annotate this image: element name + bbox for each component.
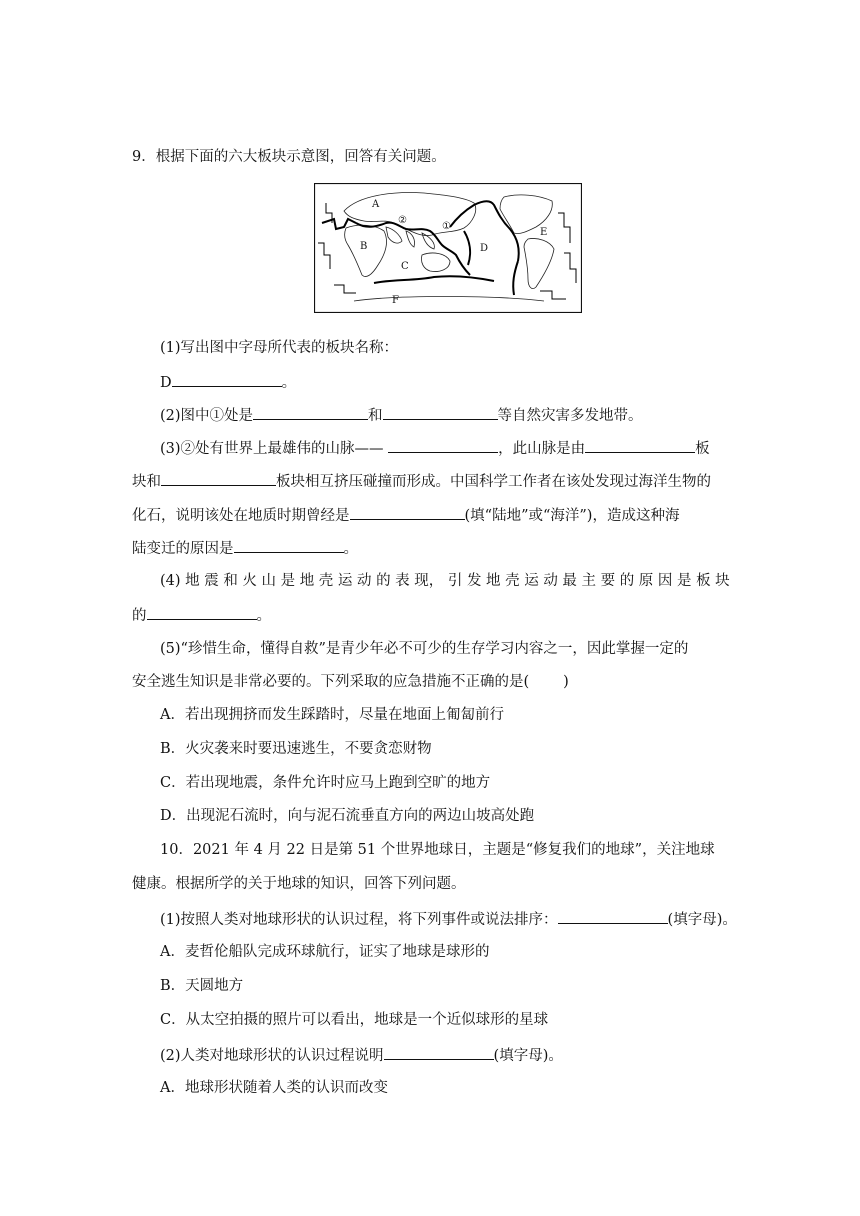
text: 的 [619, 573, 635, 589]
text: (填字母)。 [667, 912, 737, 928]
answer-blank[interactable] [147, 604, 257, 620]
text: 火 [242, 573, 257, 589]
text: 运 [524, 573, 539, 589]
punct: 。 [281, 375, 297, 391]
text: 震 [204, 573, 219, 589]
answer-blank[interactable] [384, 1044, 494, 1060]
text: 表 [395, 573, 410, 589]
text: (填字母)。 [493, 1048, 563, 1064]
q9-part1-d [160, 371, 296, 393]
q9-part5-line2 [132, 672, 569, 692]
answer-blank[interactable] [161, 470, 276, 486]
text: (2)人类对地球形状的认识过程说明 [160, 1048, 384, 1064]
q9-part3-line2 [132, 470, 711, 492]
answer-blank[interactable] [234, 537, 344, 553]
q10-stem-line2: 健康。根据所学的关于地球的知识，回答下列问题。 [132, 876, 466, 892]
text: 引 [447, 573, 463, 589]
text: 现， [414, 573, 444, 589]
text: 因 [657, 573, 673, 589]
text: 和 [368, 408, 383, 424]
q10-part1-option-a: A．麦哲伦船队完成环球航行，证实了地球是球形的 [160, 944, 490, 960]
text: 地 [185, 573, 200, 589]
text: 运 [337, 573, 353, 589]
text: 地 [486, 573, 501, 589]
text: (填“陆地”或“海洋”)，造成这种海 [464, 508, 680, 524]
q9-part3-line1 [160, 437, 710, 459]
map-label-f: F [392, 295, 399, 306]
text: 山 [261, 573, 277, 589]
map-label-b: B [360, 241, 368, 252]
text: 动 [543, 573, 558, 589]
text: 。 [256, 608, 271, 624]
q10-part1 [160, 908, 737, 930]
q10-part2 [160, 1044, 563, 1066]
text: 壳 [505, 573, 520, 589]
map-label-e: E [540, 227, 548, 238]
text: 和 [223, 573, 238, 589]
text: 化石，说明该处在地质时期曾经是 [132, 508, 350, 524]
map-label-c: C [401, 261, 409, 272]
answer-blank[interactable] [585, 437, 695, 453]
map-label-a: A [372, 199, 380, 210]
q9-option-a: A．若出现拥挤而发生踩踏时，尽量在地面上匍匐前行 [160, 707, 504, 723]
answer-blank[interactable] [172, 371, 282, 387]
text: 。 [343, 541, 358, 557]
text: (3)②处有世界上最雄伟的山脉—— [160, 441, 389, 457]
q9-part1-d-label: D [160, 375, 172, 391]
answer-blank[interactable] [383, 404, 498, 420]
text: 的 [376, 573, 391, 589]
text: 要 [600, 573, 616, 589]
text: ，此山脉是由 [498, 441, 586, 457]
map-label-circle-2: ② [398, 215, 407, 226]
text: 安全逃生知识是非常必要的。下列采取的应急措施不正确的是( [132, 674, 530, 690]
text: 块和 [132, 474, 161, 490]
text: 块 [715, 573, 730, 589]
text: 地 [299, 573, 315, 589]
text: (4) [160, 573, 181, 589]
text: (1)按照人类对地球形状的认识过程，将下列事件或说法排序： [160, 912, 558, 928]
answer-blank[interactable] [558, 908, 668, 924]
q9-stem: 9．根据下面的六大板块示意图，回答有关问题。 [132, 149, 446, 165]
text: 原 [638, 573, 654, 589]
q9-part2 [160, 404, 643, 426]
text: 是 [280, 573, 296, 589]
plate-map-figure [314, 183, 582, 313]
text: 板块相互挤压碰撞而形成。中国科学工作者在该处发现过海洋生物的 [276, 474, 711, 490]
q10-part1-option-c: C．从太空拍摄的照片可以看出，地球是一个近似球形的星球 [160, 1012, 549, 1028]
text: 板 [696, 573, 711, 589]
map-label-d: D [480, 243, 489, 254]
text: 主 [581, 573, 597, 589]
text: (2)图中①处是 [160, 408, 254, 424]
text: ) [563, 674, 569, 690]
q9-part3-line3 [132, 504, 679, 526]
text: 最 [562, 573, 577, 589]
q10-part2-option-a: A．地球形状随着人类的认识而改变 [160, 1080, 388, 1096]
text: 壳 [318, 573, 334, 589]
map-label-circle-1: ① [442, 221, 451, 232]
q9-part5-line1: (5)“珍惜生命，懂得自救”是青少年必不可少的生存学习内容之一，因此掌握一定的 [160, 641, 689, 657]
answer-blank[interactable] [388, 437, 498, 453]
q10-stem-line1: 10．2021 年 4 月 22 日是第 51 个世界地球日，主题是“修复我们的地球”，关注地球 [160, 842, 715, 858]
q9-part1: (1)写出图中字母所代表的板块名称： [160, 340, 399, 356]
text: 发 [466, 573, 482, 589]
text: 等自然灾害多发地带。 [497, 408, 643, 424]
q9-option-b: B．火灾袭来时要迅速逃生，不要贪恋财物 [160, 741, 432, 757]
text: 板 [695, 441, 710, 457]
q9-part3-line4 [132, 537, 358, 559]
text: 的 [132, 608, 147, 624]
text: 动 [356, 573, 372, 589]
answer-blank[interactable] [253, 404, 368, 420]
q9-option-c: C．若出现地震，条件允许时应马上跑到空旷的地方 [160, 775, 491, 791]
q10-part1-option-b: B．天圆地方 [160, 978, 244, 994]
q9-part4-line2 [132, 604, 271, 626]
answer-blank[interactable] [350, 504, 465, 520]
q9-part4-line1 [160, 571, 730, 591]
text: 陆变迁的原因是 [132, 541, 234, 557]
q9-option-d: D．出现泥石流时，向与泥石流垂直方向的两边山坡高处跑 [160, 808, 535, 824]
text: 是 [676, 573, 692, 589]
